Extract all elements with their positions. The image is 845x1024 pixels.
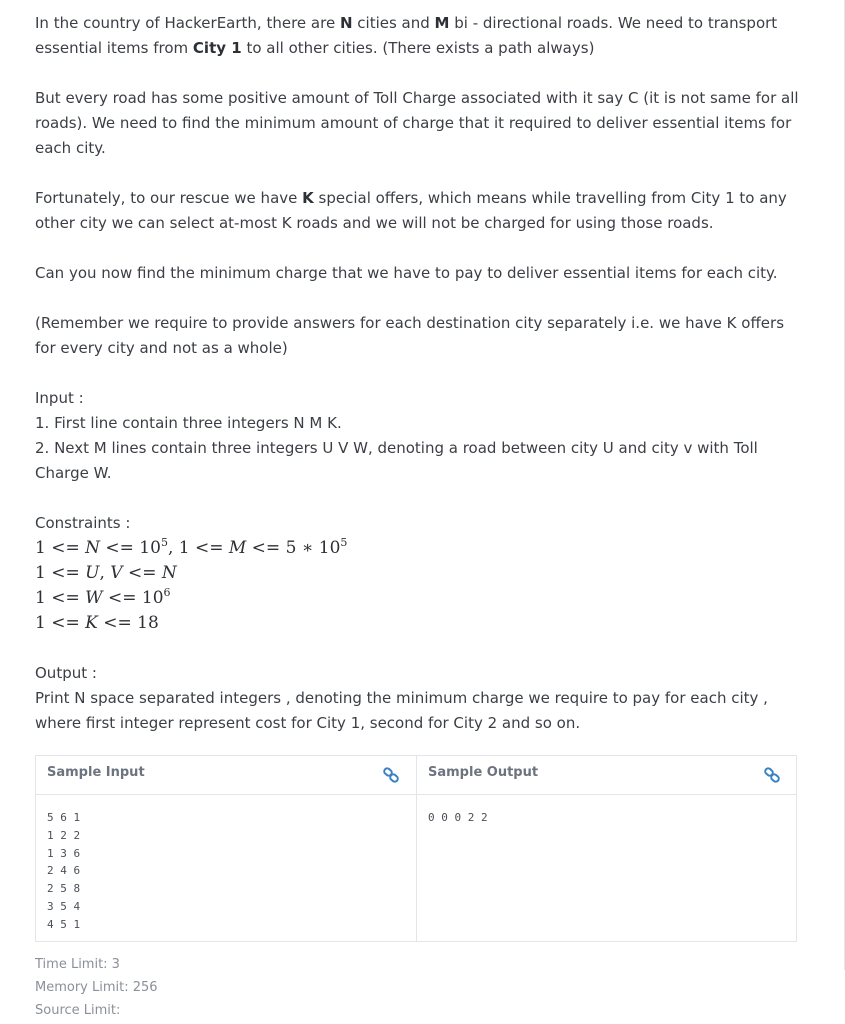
math-var: U bbox=[85, 563, 100, 583]
statement-paragraph-3 bbox=[35, 186, 800, 236]
math-text: <= 5 ∗ 10 bbox=[246, 538, 341, 558]
output-heading: Output : bbox=[35, 664, 97, 682]
math-text: <= 10 bbox=[100, 538, 161, 558]
math-exponent: 5 bbox=[160, 536, 168, 549]
text-span: bi - directional roads. We need to transport essential items from bbox=[35, 14, 778, 57]
math-text: , 1 <= bbox=[167, 538, 229, 558]
time-limit: Time Limit: 3 bbox=[35, 957, 120, 972]
sample-io-box bbox=[35, 755, 797, 942]
math-exponent: 5 bbox=[340, 536, 348, 549]
statement-paragraph-4: Can you now find the minimum charge that we have to pay to deliver essential items for each city. bbox=[35, 264, 778, 282]
sample-input-text: 5 6 1 1 2 2 1 3 6 2 4 6 2 5 8 3 5 4 4 5 1 bbox=[47, 811, 81, 931]
math-var: V bbox=[110, 563, 123, 583]
statement-paragraph-1 bbox=[35, 11, 800, 61]
link-icon[interactable] bbox=[763, 766, 781, 784]
sample-input-title: Sample Input bbox=[47, 765, 145, 780]
problem-statement bbox=[35, 11, 800, 736]
constraints-heading: Constraints : bbox=[35, 514, 131, 532]
input-line-1: 1. First line contain three integers N M K. bbox=[35, 414, 342, 432]
math-var: K bbox=[85, 613, 98, 633]
math-text: 1 <= bbox=[35, 538, 86, 558]
sample-output-text: 0 0 0 2 2 bbox=[428, 811, 488, 824]
input-line-2: 2. Next M lines contain three integers U V W, denoting a road between city U and city v with Toll Charge W. bbox=[35, 439, 758, 482]
sample-output-panel bbox=[417, 756, 796, 941]
bold-m: M bbox=[434, 14, 450, 32]
math-text: 1 <= bbox=[35, 613, 86, 633]
math-var: M bbox=[228, 538, 247, 558]
memory-limit: Memory Limit: 256 bbox=[35, 980, 158, 995]
math-exponent: 6 bbox=[163, 586, 171, 599]
math-text: 1 <= bbox=[35, 588, 86, 608]
constraint-4 bbox=[35, 611, 800, 636]
text-span: In the country of HackerEarth, there are bbox=[35, 14, 340, 32]
output-description: Print N space separated integers , denoting the minimum charge we require to pay for each city , where first integer represent cost for City 1, second for City 2 and so on. bbox=[35, 689, 768, 732]
math-text: , bbox=[99, 563, 111, 583]
math-var: N bbox=[85, 538, 100, 558]
math-var: W bbox=[85, 588, 103, 608]
source-limit: Source Limit: bbox=[35, 1003, 121, 1018]
bold-city-1: City 1 bbox=[192, 39, 242, 57]
sample-output-title: Sample Output bbox=[428, 765, 539, 780]
sample-output-header bbox=[417, 756, 796, 795]
math-text: <= 18 bbox=[97, 613, 159, 633]
statement-paragraph-5: (Remember we require to provide answers for each destination city separately i.e. we have K offers for every city and not as a whole) bbox=[35, 314, 785, 357]
bold-k: K bbox=[302, 189, 314, 207]
text-span: Fortunately, to our rescue we have bbox=[35, 189, 303, 207]
text-span: to all other cities. (There exists a path always) bbox=[241, 39, 595, 57]
constraint-2 bbox=[35, 561, 800, 586]
bold-n: N bbox=[339, 14, 353, 32]
limits-section bbox=[35, 953, 158, 1022]
constraint-3 bbox=[35, 586, 800, 611]
sample-input-header bbox=[36, 756, 416, 795]
constraint-1 bbox=[35, 536, 800, 561]
link-icon[interactable] bbox=[382, 766, 400, 784]
text-span: special offers, which means while travelling from City 1 to any other city we can select at-most K roads and we will not be charged for using those roads. bbox=[35, 189, 787, 232]
text-span: cities and bbox=[352, 14, 435, 32]
math-text: 1 <= bbox=[35, 563, 86, 583]
sample-input-panel bbox=[36, 756, 417, 941]
math-var: N bbox=[161, 563, 177, 583]
input-heading: Input : bbox=[35, 389, 84, 407]
statement-paragraph-2: But every road has some positive amount of Toll Charge associated with it say C (it is not same for all roads). We need to find the minimum amount of charge that it required to deliver essential items for each city. bbox=[35, 89, 799, 157]
math-text: <= bbox=[122, 563, 162, 583]
math-text: <= 10 bbox=[102, 588, 164, 608]
